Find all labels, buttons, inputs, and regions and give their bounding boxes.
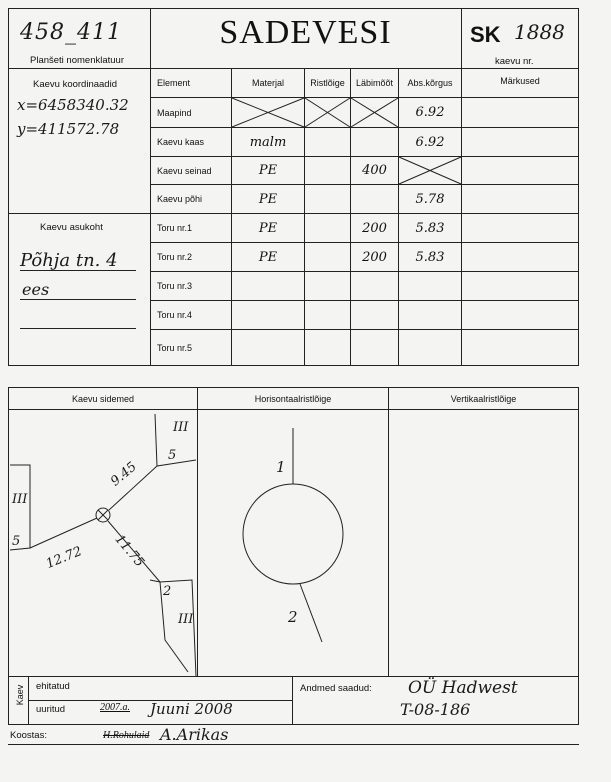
ties-header: Kaevu sidemed [71, 393, 135, 404]
col-header-markused: Märkused [500, 76, 540, 86]
building-top-label: III [173, 420, 189, 435]
table-cell-element: Toru nr.4 [157, 310, 193, 320]
andmed-label: Andmed saadud: [300, 683, 372, 694]
table-cell-element: Toru nr.5 [157, 342, 193, 353]
table-cell-element: Toru nr.3 [157, 281, 193, 291]
table-cell-korgus: 5.83 [415, 220, 445, 236]
building-left-label: III [12, 492, 28, 507]
location-line-2: ees [22, 280, 50, 299]
coordinate-y: y=411572.78 [17, 120, 120, 138]
col-header-element: Element [157, 78, 191, 88]
uuritud-handwritten: Juuni 2008 [150, 700, 233, 718]
nomenclature-label: Planšeti nomenklatuur [30, 55, 124, 66]
koostas-typed: H.Rohulaid [103, 730, 150, 741]
col-header-ristloige: Ristlõige [310, 78, 345, 88]
andmed-line-2: T-08-186 [400, 700, 471, 719]
table-cell-element: Toru nr.1 [157, 223, 193, 233]
table-cell-labimoot: 200 [362, 249, 387, 265]
table-cell-materjal: malm [249, 134, 287, 150]
pipe-1-label: 1 [276, 458, 286, 476]
tie-distance-3: 11.75 [111, 532, 147, 571]
kaev-label: Kaev [15, 684, 25, 706]
table-cell-element: Kaevu seinad [157, 165, 212, 176]
building-bottom-label: III [178, 612, 194, 627]
tie-distance-2: 12.72 [44, 544, 85, 572]
well-circle [243, 484, 343, 584]
col-header-labimoot: Läbimõõt [355, 78, 394, 88]
coordinate-x: x=6458340.32 [17, 96, 129, 114]
table-cell-materjal: PE [258, 191, 278, 207]
pipe-2-label: 2 [288, 608, 298, 626]
table-cell-korgus: 5.83 [415, 249, 445, 265]
building-outline-bottom [150, 580, 196, 676]
table-cell-element: Kaevu kaas [157, 137, 205, 147]
building-left-number: 5 [12, 534, 21, 549]
table-cell-element: Kaevu põhi [157, 194, 203, 204]
uuritud-label: uuritud [36, 704, 66, 715]
table-cell-materjal: PE [258, 163, 278, 178]
page-title: SADEVESI [219, 14, 392, 51]
col-header-abs-korgus: Abs.kõrgus [407, 78, 453, 88]
col-header-materjal: Materjal [251, 78, 284, 88]
pipe-2-line [300, 584, 322, 642]
table-cell-korgus: 6.92 [415, 134, 445, 150]
table-cell-korgus: 5.78 [415, 191, 445, 207]
building-top-number: 5 [168, 448, 177, 463]
sk-number: 1888 [514, 20, 565, 44]
table-cell-labimoot: 400 [362, 163, 387, 178]
table-cell-korgus: 6.92 [415, 105, 445, 120]
table-cell-materjal: PE [258, 220, 278, 236]
andmed-line-1: OÜ Hadwest [408, 678, 518, 698]
koostas-label: Koostas: [10, 730, 47, 741]
table-cell-element: Maapind [157, 107, 192, 118]
building-bottom-number: 2 [163, 584, 172, 599]
tie-distance-1: 9.45 [108, 459, 140, 490]
table-cell-element: Toru nr.2 [157, 252, 193, 262]
coordinates-label: Kaevu koordinaadid [33, 79, 117, 90]
nomenclature-value: 458_411 [20, 20, 122, 45]
location-label: Kaevu asukoht [40, 222, 103, 233]
table-cell-materjal: PE [258, 249, 278, 265]
uuritud-typed: 2007.a. [100, 702, 130, 713]
koostas-handwritten: A.Arikas [160, 725, 229, 744]
location-line-1: Põhja tn. 4 [20, 250, 118, 271]
table-cell-labimoot: 200 [362, 220, 387, 236]
tie-line-2 [30, 518, 97, 548]
number-label: kaevu nr. [495, 56, 534, 67]
ehitatud-label: ehitatud [36, 681, 70, 692]
vertical-section-header: Vertikaalristlõige [450, 393, 517, 404]
horizontal-section-header: Horisontaalristlõige [254, 393, 332, 404]
sk-prefix: SK [470, 22, 501, 47]
